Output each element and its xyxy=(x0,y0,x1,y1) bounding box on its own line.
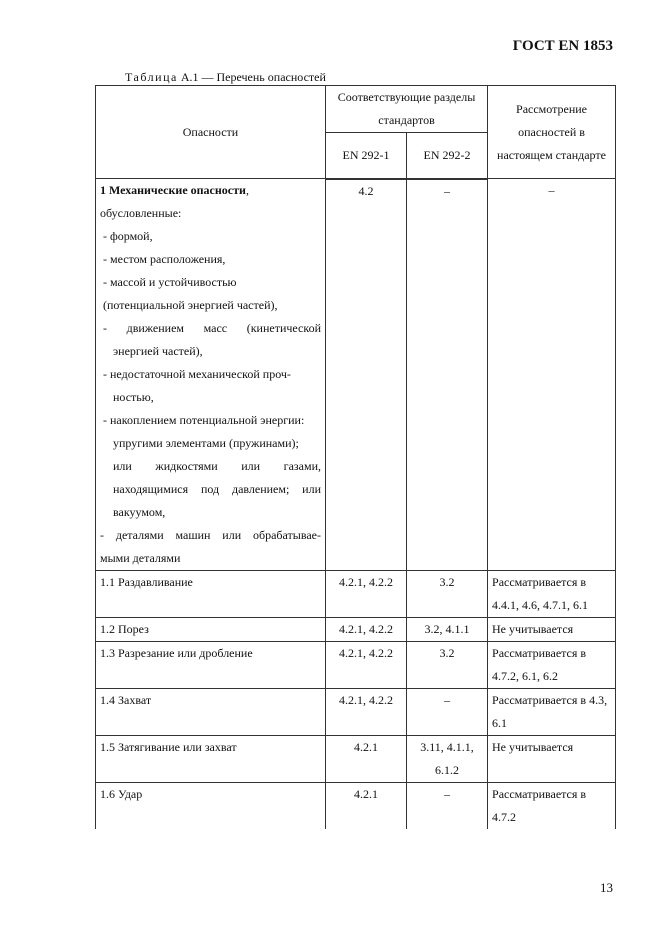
list-item: - накоплением потенциальной энергии: xyxy=(103,413,305,427)
header-consider: Рассмотрение опасностей в настоящем стандарте xyxy=(488,86,616,179)
list-item: энергией частей), xyxy=(113,344,203,358)
caption-number: А.1 xyxy=(180,70,199,84)
list-item: - формой, xyxy=(103,229,153,243)
row-hazard: 1.2 Порез xyxy=(96,618,326,642)
list-item: - деталями машин или обрабатывае- xyxy=(100,528,321,542)
table-row xyxy=(96,783,616,830)
group-title: 1 Механические опасности xyxy=(100,183,246,197)
list-item: мыми деталями xyxy=(100,551,181,565)
row-hazard: 1.1 Раздавливание xyxy=(96,571,326,618)
table-row xyxy=(96,736,616,783)
table-caption xyxy=(125,70,326,85)
list-item: - массой и устойчивостью xyxy=(103,275,237,289)
row-hazard: 1.3 Разрезание или дробление xyxy=(96,642,326,689)
row-en1: 4.2.1, 4.2.2 xyxy=(326,571,407,618)
row-en1: 4.2.1 xyxy=(326,783,407,830)
row-consider: Рассматривается в 4.7.2, 6.1, 6.2 xyxy=(488,642,616,689)
table-row-group xyxy=(96,179,616,571)
list-item: (потенциальной энергией частей), xyxy=(103,298,278,312)
list-item: - недостаточной механической проч- xyxy=(103,367,291,381)
list-item: - движением масс (кинетической xyxy=(103,321,321,335)
table-row xyxy=(96,642,616,689)
group-title-suffix: , xyxy=(245,183,249,197)
row-consider: Рассматривается в 4.7.2 xyxy=(488,783,616,830)
list-item: - местом расположения, xyxy=(103,252,226,266)
list-item: ностью, xyxy=(113,390,154,404)
table-row xyxy=(96,689,616,736)
list-item: упругими элементами (пружинами); xyxy=(113,436,299,450)
row-consider: Рассматривается в 4.3, 6.1 xyxy=(488,689,616,736)
row-en2: 3.2 xyxy=(407,642,488,689)
header-hazards: Опасности xyxy=(96,86,326,179)
row-en2: 3.2, 4.1.1 xyxy=(407,618,488,642)
row-en1: 4.2.1, 4.2.2 xyxy=(326,689,407,736)
row-en2: 3.11, 4.1.1, 6.1.2 xyxy=(407,736,488,783)
row-en2: 3.2 xyxy=(407,571,488,618)
list-item: или жидкостями или газами, xyxy=(113,459,321,473)
caption-label: Таблица xyxy=(125,70,178,84)
row-consider: Рассматривается в 4.4.1, 4.6, 4.7.1, 6.1 xyxy=(488,571,616,618)
table-row xyxy=(96,618,616,642)
page-number: 13 xyxy=(600,880,613,895)
header-en2: EN 292-2 xyxy=(407,133,488,179)
document-header: ГОСТ EN 1853 xyxy=(512,38,613,54)
row-en1: 4.2.1 xyxy=(326,736,407,783)
row-hazard: 1.6 Удар xyxy=(96,783,326,830)
group-hazards-cell xyxy=(96,179,326,571)
row-consider: Не учитывается xyxy=(488,618,616,642)
hazards-table xyxy=(95,85,616,829)
group-intro: обусловленные: xyxy=(100,206,182,220)
row-hazard: 1.5 Затягивание или захват xyxy=(96,736,326,783)
table-row xyxy=(96,571,616,618)
group-en1: 4.2 xyxy=(326,179,407,571)
caption-title: — Перечень опасностей xyxy=(198,70,326,84)
list-item: находящимися под давлением; или xyxy=(113,482,321,496)
header-sections: Соответствующие разделы стандартов xyxy=(326,86,488,133)
row-en2: – xyxy=(407,783,488,830)
group-en2: – xyxy=(407,179,488,571)
row-consider: Не учитывается xyxy=(488,736,616,783)
header-en1: EN 292-1 xyxy=(326,133,407,179)
row-hazard: 1.4 Захват xyxy=(96,689,326,736)
group-consider: – xyxy=(488,179,616,571)
row-en2: – xyxy=(407,689,488,736)
list-item: вакуумом, xyxy=(113,505,166,519)
row-en1: 4.2.1, 4.2.2 xyxy=(326,618,407,642)
row-en1: 4.2.1, 4.2.2 xyxy=(326,642,407,689)
